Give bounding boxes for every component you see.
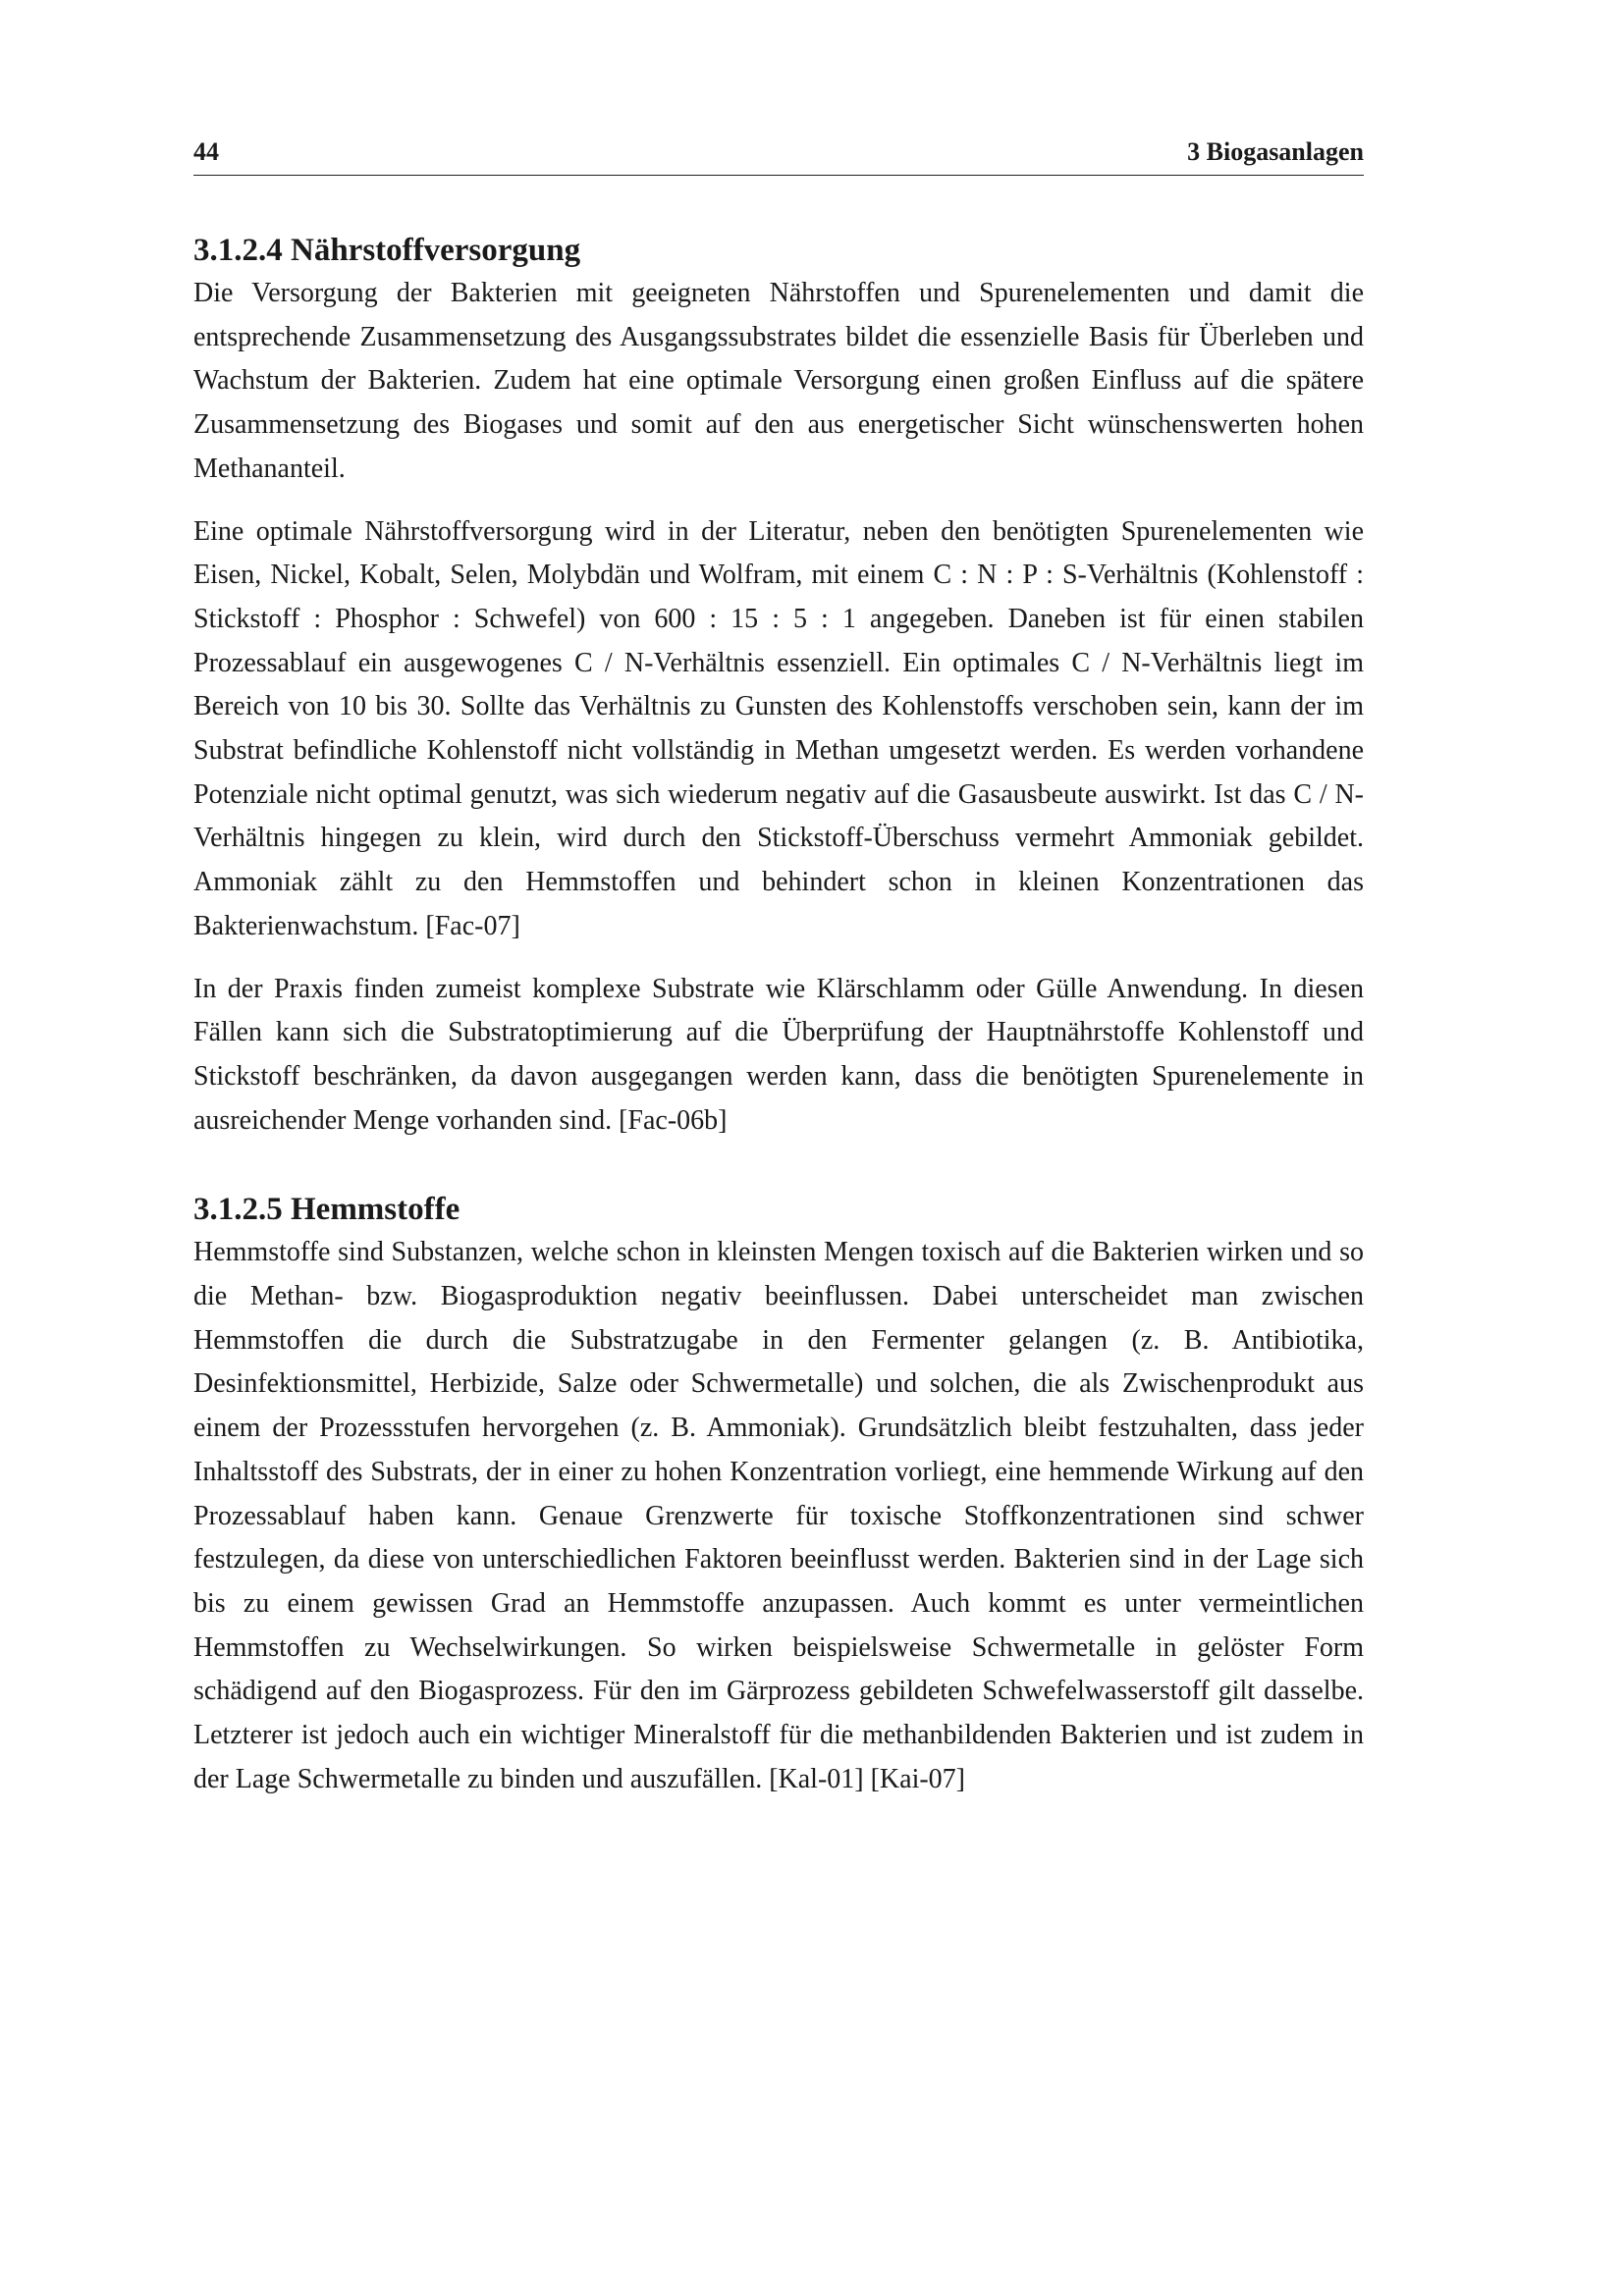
paragraph: Hemmstoffe sind Substanzen, welche schon in kleinsten Mengen toxisch auf die Bakterien wirken und so die Methan- bzw. Biogasproduktion negativ beeinflussen. Dabei unterscheidet man zwischen Hemmstoffen die durch die Substratzugabe in den Fermenter gelangen (z. B. Antibiotika, Desinfektionsmittel, Herbizide, Salze oder Schwermetalle) und solchen, die als Zwischenprodukt aus einem der Prozessstufen hervorgehen (z. B. Ammoniak). Grundsätzlich bleibt festzuhalten, dass jeder Inhaltsstoff des Substrats, der in einer zu hohen Konzentration vorliegt, eine hemmende Wirkung auf den Prozessablauf haben kann. Genaue Grenzwerte für toxische Stoffkonzentrationen sind schwer festzulegen, da diese von unterschiedlichen Faktoren beeinflusst werden. Bakterien sind in der Lage sich bis zu einem gewissen Grad an Hemmstoffe anzupassen. Auch kommt es unter vermeintlichen Hemmstoffen zu Wechselwirkungen. So wirken beispielsweise Schwermetalle in gelöster Form schädigend auf den Biogasprozess. Für den im Gärprozess gebildeten Schwefelwasserstoff gilt dasselbe. Letzterer ist jedoch auch ein wichtiger Mineralstoff für die methanbildenden Bakterien und ist zudem in der Lage Schwermetalle zu binden und auszufällen. [Kal-01] [Kai-07] (193, 1237, 1364, 1794)
section-hemmstoffe (193, 1190, 1364, 1801)
paragraph: Eine optimale Nährstoffversorgung wird in der Literatur, neben den benötigten Spurenelementen wie Eisen, Nickel, Kobalt, Selen, Molybdän und Wolfram, mit einem C : N : P : S-Verhältnis (Kohlenstoff : Stickstoff : Phosphor : Schwefel) von 600 : 15 : 5 : 1 angegeben. Daneben ist für einen stabilen Prozessablauf ein ausgewogenes C / N-Verhältnis essenziell. Ein optimales C / N-Verhältnis liegt im Bereich von 10 bis 30. Sollte das Verhältnis zu Gunsten des Kohlenstoffs verschoben sein, kann der im Substrat befindliche Kohlenstoff nicht vollständig in Methan umgesetzt werden. Es werden vorhandene Potenziale nicht optimal genutzt, was sich wiederum negativ auf die Gasausbeute auswirkt. Ist das C / N-Verhältnis hingegen zu klein, wird durch den Stickstoff-Überschuss vermehrt Ammoniak gebildet. Ammoniak zählt zu den Hemmstoffen und behindert schon in kleinen Konzentrationen das Bakterienwachstum. [Fac-07] (193, 515, 1364, 941)
paragraph: In der Praxis finden zumeist komplexe Substrate wie Klärschlamm oder Gülle Anwendung. In diesen Fällen kann sich die Substratoptimierung auf die Überprüfung der Hauptnährstoffe Kohlenstoff und Stickstoff beschränken, da davon ausgegangen werden kann, dass die benötigten Spurenelemente in ausreichender Menge vorhanden sind. [Fac-06b] (193, 973, 1364, 1136)
section-naehrstoffversorgung (193, 231, 1364, 1143)
document-page (193, 137, 1364, 1802)
section-heading: 3.1.2.5 Hemmstoffe (193, 1192, 460, 1228)
chapter-title: 3 Biogasanlagen (1187, 137, 1364, 166)
page-header (193, 137, 1364, 176)
page-number: 44 (193, 137, 219, 166)
paragraph: Die Versorgung der Bakterien mit geeigneten Nährstoffen und Spurenelementen und damit die entsprechende Zusammensetzung des Ausgangssubstrates bildet die essenzielle Basis für Überleben und Wachstum der Bakterien. Zudem hat eine optimale Versorgung einen großen Einfluss auf die spätere Zusammensetzung des Biogases und somit auf den aus energetischer Sicht wünschenswerten hohen Methananteil. (193, 278, 1364, 484)
section-heading: 3.1.2.4 Nährstoffversorgung (193, 233, 581, 268)
